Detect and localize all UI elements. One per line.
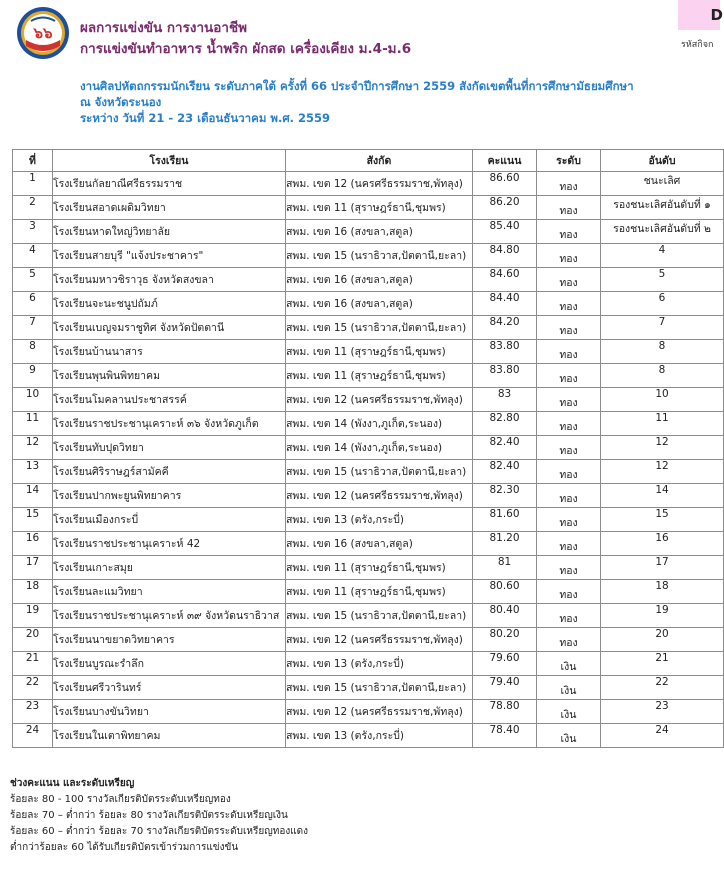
school-name-cell: โรงเรียนสายบุรี "แจ้งประชาคาร": [53, 244, 286, 268]
school-name-cell: โรงเรียนบูรณะรำลึก: [53, 652, 286, 676]
affiliation-cell: สพม. เขต 16 (สงขลา,สตูล): [286, 220, 473, 244]
school-name-cell: โรงเรียนราชประชานุเคราะห์ 42: [53, 532, 286, 556]
affiliation-cell: สพม. เขต 12 (นครศรีธรรมราช,พัทลุง): [286, 172, 473, 196]
affiliation-cell: สพม. เขต 15 (นราธิวาส,ปัตตานี,ยะลา): [286, 460, 473, 484]
medal-level-cell: ทอง: [537, 484, 601, 508]
row-number-cell: 6: [13, 292, 53, 316]
rank-cell: 23: [601, 700, 724, 724]
logo-text: ๖๖: [33, 24, 53, 42]
header-score: คะแนน: [473, 150, 537, 172]
school-name-cell: โรงเรียนเบญจมราชูทิศ จังหวัดปัตตานี: [53, 316, 286, 340]
table-row: [13, 172, 724, 196]
score-cell: 78.40: [473, 724, 537, 748]
affiliation-cell: สพม. เขต 16 (สงขลา,สตูล): [286, 268, 473, 292]
score-cell: 82.80: [473, 412, 537, 436]
header-affiliation: สังกัด: [286, 150, 473, 172]
medal-level-cell: เงิน: [537, 724, 601, 748]
affiliation-cell: สพม. เขต 11 (สุราษฎร์ธานี,ชุมพร): [286, 556, 473, 580]
rank-cell: 17: [601, 556, 724, 580]
affiliation-cell: สพม. เขต 12 (นครศรีธรรมราช,พัทลุง): [286, 628, 473, 652]
medal-level-cell: ทอง: [537, 604, 601, 628]
row-number-cell: 17: [13, 556, 53, 580]
affiliation-cell: สพม. เขต 14 (พังงา,ภูเก็ต,ระนอง): [286, 436, 473, 460]
table-row: [13, 484, 724, 508]
rank-cell: 6: [601, 292, 724, 316]
table-row: [13, 436, 724, 460]
rank-cell: 7: [601, 316, 724, 340]
medal-level-cell: ทอง: [537, 388, 601, 412]
row-number-cell: 24: [13, 724, 53, 748]
row-number-cell: 1: [13, 172, 53, 196]
table-row: [13, 460, 724, 484]
table-row: [13, 268, 724, 292]
school-name-cell: โรงเรียนศรีวารินทร์: [53, 676, 286, 700]
score-cell: 83.80: [473, 340, 537, 364]
rank-cell: 12: [601, 460, 724, 484]
school-name-cell: โรงเรียนจะนะชนูปถัมภ์: [53, 292, 286, 316]
table-row: [13, 244, 724, 268]
affiliation-cell: สพม. เขต 15 (นราธิวาส,ปัตตานี,ยะลา): [286, 244, 473, 268]
medal-level-cell: เงิน: [537, 700, 601, 724]
affiliation-cell: สพม. เขต 11 (สุราษฎร์ธานี,ชุมพร): [286, 364, 473, 388]
medal-level-cell: ทอง: [537, 268, 601, 292]
affiliation-cell: สพม. เขต 14 (พังงา,ภูเก็ต,ระนอง): [286, 412, 473, 436]
rank-cell: 15: [601, 508, 724, 532]
affiliation-cell: สพม. เขต 11 (สุราษฎร์ธานี,ชุมพร): [286, 580, 473, 604]
score-cell: 84.20: [473, 316, 537, 340]
table-row: [13, 652, 724, 676]
affiliation-cell: สพม. เขต 16 (สงขลา,สตูล): [286, 292, 473, 316]
legend-line: ร้อยละ 80 - 100 รางวัลเกียรติบัตรระดับเหรียญทอง: [10, 794, 231, 805]
score-cell: 80.60: [473, 580, 537, 604]
affiliation-cell: สพม. เขต 13 (ตรัง,กระบี่): [286, 652, 473, 676]
score-cell: 82.40: [473, 436, 537, 460]
table-row: [13, 724, 724, 748]
legend-line: ต่ำกว่าร้อยละ 60 ได้รับเกียรติบัตรเข้าร่วมการแข่งขัน: [10, 842, 239, 853]
row-number-cell: 3: [13, 220, 53, 244]
affiliation-cell: สพม. เขต 13 (ตรัง,กระบี่): [286, 508, 473, 532]
activity-code-label: รหัสกิจก: [681, 40, 714, 50]
school-name-cell: โรงเรียนศิริราษฎร์สามัคคี: [53, 460, 286, 484]
medal-level-cell: ทอง: [537, 316, 601, 340]
score-cell: 84.60: [473, 268, 537, 292]
row-number-cell: 13: [13, 460, 53, 484]
score-cell: 84.40: [473, 292, 537, 316]
medal-level-cell: ทอง: [537, 196, 601, 220]
affiliation-cell: สพม. เขต 13 (ตรัง,กระบี่): [286, 724, 473, 748]
table-row: [13, 340, 724, 364]
score-cell: 81.20: [473, 532, 537, 556]
score-cell: 83.80: [473, 364, 537, 388]
score-cell: 79.60: [473, 652, 537, 676]
logo-emblem: [16, 6, 70, 60]
rank-cell: 10: [601, 388, 724, 412]
medal-level-cell: ทอง: [537, 460, 601, 484]
row-number-cell: 11: [13, 412, 53, 436]
table-row: [13, 220, 724, 244]
school-name-cell: โรงเรียนมหาวชิราวุธ จังหวัดสงขลา: [53, 268, 286, 292]
medal-level-cell: ทอง: [537, 412, 601, 436]
row-number-cell: 20: [13, 628, 53, 652]
table-row: [13, 508, 724, 532]
rank-cell: 19: [601, 604, 724, 628]
medal-level-cell: ทอง: [537, 508, 601, 532]
competition-title: การแข่งขันทำอาหาร น้ำพริก ผักสด เครื่องเคียง ม.4-ม.6: [80, 41, 412, 57]
school-name-cell: โรงเรียนปากพะยูนพิทยาคาร: [53, 484, 286, 508]
header-level: ระดับ: [537, 150, 601, 172]
row-number-cell: 4: [13, 244, 53, 268]
school-name-cell: โรงเรียนโมคลานประชาสรรค์: [53, 388, 286, 412]
row-number-cell: 10: [13, 388, 53, 412]
school-name-cell: โรงเรียนบ้านนาสาร: [53, 340, 286, 364]
affiliation-cell: สพม. เขต 12 (นครศรีธรรมราช,พัทลุง): [286, 700, 473, 724]
medal-level-cell: ทอง: [537, 436, 601, 460]
school-name-cell: โรงเรียนเกาะสมุย: [53, 556, 286, 580]
table-header-row: [13, 150, 724, 172]
score-cell: 78.80: [473, 700, 537, 724]
score-cell: 80.20: [473, 628, 537, 652]
rank-cell: รองชนะเลิศอันดับที่ ๒: [601, 220, 724, 244]
table-row: [13, 628, 724, 652]
school-name-cell: โรงเรียนทับปุดวิทยา: [53, 436, 286, 460]
score-cell: 86.60: [473, 172, 537, 196]
rank-cell: 16: [601, 532, 724, 556]
rank-cell: 24: [601, 724, 724, 748]
header-rank: อันดับ: [601, 150, 724, 172]
table-row: [13, 676, 724, 700]
legend-line: ร้อยละ 60 – ต่ำกว่า ร้อยละ 70 รางวัลเกียรติบัตรระดับเหรียญทองแดง: [10, 826, 309, 837]
header-school: โรงเรียน: [53, 150, 286, 172]
table-row: [13, 556, 724, 580]
score-cell: 82.30: [473, 484, 537, 508]
medal-level-cell: ทอง: [537, 244, 601, 268]
corner-letter: D: [710, 6, 723, 24]
medal-level-cell: ทอง: [537, 532, 601, 556]
header-no: ที่: [13, 150, 53, 172]
rank-cell: 8: [601, 364, 724, 388]
row-number-cell: 14: [13, 484, 53, 508]
affiliation-cell: สพม. เขต 11 (สุราษฎร์ธานี,ชุมพร): [286, 196, 473, 220]
score-legend: [10, 776, 308, 856]
affiliation-cell: สพม. เขต 12 (นครศรีธรรมราช,พัทลุง): [286, 388, 473, 412]
rank-cell: 14: [601, 484, 724, 508]
medal-level-cell: ทอง: [537, 220, 601, 244]
table-row: [13, 604, 724, 628]
row-number-cell: 5: [13, 268, 53, 292]
medal-level-cell: ทอง: [537, 172, 601, 196]
school-name-cell: โรงเรียนกัลยาณีศรีธรรมราช: [53, 172, 286, 196]
row-number-cell: 18: [13, 580, 53, 604]
score-cell: 83: [473, 388, 537, 412]
rank-cell: 4: [601, 244, 724, 268]
affiliation-cell: สพม. เขต 15 (นราธิวาส,ปัตตานี,ยะลา): [286, 676, 473, 700]
rank-cell: 11: [601, 412, 724, 436]
affiliation-cell: สพม. เขต 12 (นครศรีธรรมราช,พัทลุง): [286, 484, 473, 508]
page-title: ผลการแข่งขัน การงานอาชีพ: [80, 20, 248, 36]
score-cell: 82.40: [473, 460, 537, 484]
results-body: [13, 172, 724, 748]
rank-cell: 8: [601, 340, 724, 364]
score-cell: 86.20: [473, 196, 537, 220]
medal-level-cell: ทอง: [537, 340, 601, 364]
score-cell: 80.40: [473, 604, 537, 628]
school-name-cell: โรงเรียนราชประชานุเคราะห์ ๓๖ จังหวัดภูเก็ต: [53, 412, 286, 436]
affiliation-cell: สพม. เขต 16 (สงขลา,สตูล): [286, 532, 473, 556]
affiliation-cell: สพม. เขต 15 (นราธิวาส,ปัตตานี,ยะลา): [286, 316, 473, 340]
row-number-cell: 7: [13, 316, 53, 340]
row-number-cell: 15: [13, 508, 53, 532]
affiliation-cell: สพม. เขต 11 (สุราษฎร์ธานี,ชุมพร): [286, 340, 473, 364]
score-cell: 85.40: [473, 220, 537, 244]
row-number-cell: 21: [13, 652, 53, 676]
rank-cell: 21: [601, 652, 724, 676]
medal-level-cell: ทอง: [537, 292, 601, 316]
score-cell: 81.60: [473, 508, 537, 532]
school-name-cell: โรงเรียนนาขยาดวิทยาคาร: [53, 628, 286, 652]
results-table: [12, 149, 724, 748]
table-row: [13, 292, 724, 316]
event-info-line: งานศิลปหัตถกรรมนักเรียน ระดับภาคใต้ ครั้งที่ 66 ประจำปีการศึกษา 2559 สังกัดเขตพื้นที่การศึกษามัธยมศึกษา: [80, 79, 634, 93]
medal-level-cell: ทอง: [537, 556, 601, 580]
row-number-cell: 16: [13, 532, 53, 556]
event-info-line: ระหว่าง วันที่ 21 - 23 เดือนธันวาคม พ.ศ. 2559: [80, 111, 331, 125]
score-cell: 79.40: [473, 676, 537, 700]
row-number-cell: 9: [13, 364, 53, 388]
school-name-cell: โรงเรียนในเตาพิทยาคม: [53, 724, 286, 748]
score-cell: 81: [473, 556, 537, 580]
rank-cell: 20: [601, 628, 724, 652]
affiliation-cell: สพม. เขต 15 (นราธิวาส,ปัตตานี,ยะลา): [286, 604, 473, 628]
school-name-cell: โรงเรียนบางขันวิทยา: [53, 700, 286, 724]
table-row: [13, 532, 724, 556]
rank-cell: รองชนะเลิศอันดับที่ ๑: [601, 196, 724, 220]
medal-level-cell: ทอง: [537, 628, 601, 652]
row-number-cell: 12: [13, 436, 53, 460]
table-row: [13, 700, 724, 724]
table-row: [13, 388, 724, 412]
table-row: [13, 412, 724, 436]
school-name-cell: โรงเรียนละแมวิทยา: [53, 580, 286, 604]
rank-cell: ชนะเลิศ: [601, 172, 724, 196]
rank-cell: 12: [601, 436, 724, 460]
medal-level-cell: ทอง: [537, 364, 601, 388]
row-number-cell: 22: [13, 676, 53, 700]
legend-heading: ช่วงคะแนน และระดับเหรียญ: [10, 778, 135, 789]
row-number-cell: 19: [13, 604, 53, 628]
school-name-cell: โรงเรียนสอาดเผดิมวิทยา: [53, 196, 286, 220]
medal-level-cell: เงิน: [537, 676, 601, 700]
school-name-cell: โรงเรียนหาดใหญ่วิทยาลัย: [53, 220, 286, 244]
legend-line: ร้อยละ 70 – ต่ำกว่า ร้อยละ 80 รางวัลเกียรติบัตรระดับเหรียญเงิน: [10, 810, 288, 821]
table-row: [13, 316, 724, 340]
row-number-cell: 8: [13, 340, 53, 364]
table-row: [13, 580, 724, 604]
school-name-cell: โรงเรียนพุนพินพิทยาคม: [53, 364, 286, 388]
table-row: [13, 196, 724, 220]
school-name-cell: โรงเรียนราชประชานุเคราะห์ ๓๙ จังหวัดนราธิวาส: [53, 604, 286, 628]
school-name-cell: โรงเรียนเมืองกระบี่: [53, 508, 286, 532]
event-info: [80, 78, 680, 126]
table-row: [13, 364, 724, 388]
score-cell: 84.80: [473, 244, 537, 268]
row-number-cell: 2: [13, 196, 53, 220]
event-info-line: ณ จังหวัดระนอง: [80, 95, 162, 109]
rank-cell: 18: [601, 580, 724, 604]
medal-level-cell: ทอง: [537, 580, 601, 604]
row-number-cell: 23: [13, 700, 53, 724]
medal-level-cell: เงิน: [537, 652, 601, 676]
rank-cell: 5: [601, 268, 724, 292]
corner-badge: [678, 0, 723, 30]
rank-cell: 22: [601, 676, 724, 700]
